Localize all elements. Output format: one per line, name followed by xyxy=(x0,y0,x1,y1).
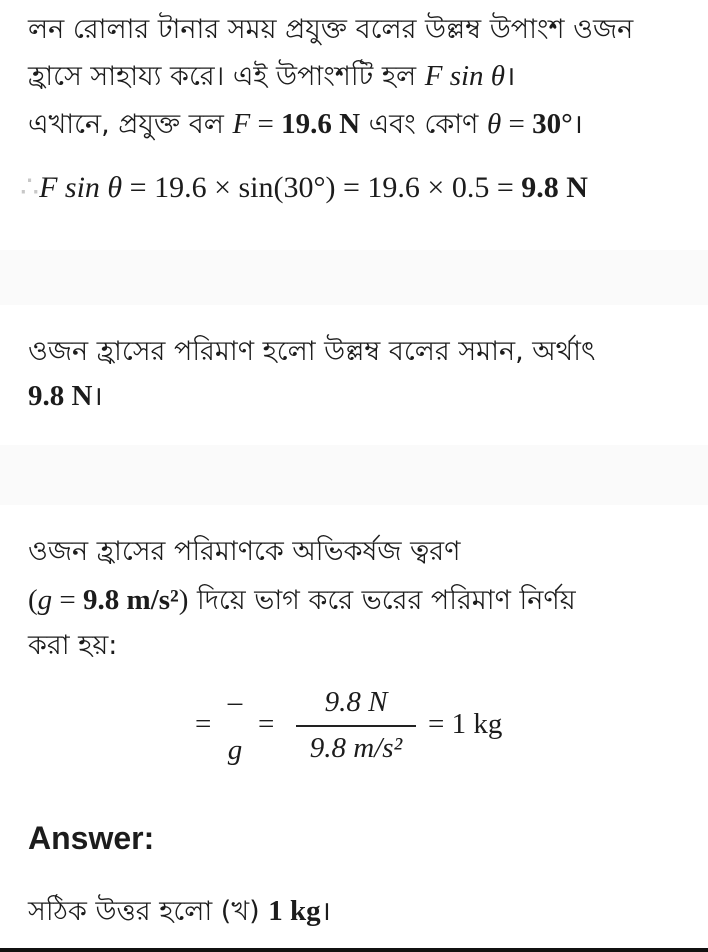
equation-rhs: = 19.6 × sin(30°) = 19.6 × 0.5 = xyxy=(122,171,522,204)
g-symbol: g xyxy=(37,584,53,616)
para3-line2 xyxy=(28,378,103,415)
bottom-rule xyxy=(0,948,708,952)
para2-line xyxy=(28,106,583,143)
fraction-bar xyxy=(296,725,416,727)
frac1-numerator: – xyxy=(227,686,243,718)
equation-lhs: F sin θ xyxy=(39,171,123,204)
gravity-value: 9.8 m/s² xyxy=(83,584,179,616)
open-paren: ( xyxy=(28,584,38,616)
equals-sign: = xyxy=(52,584,84,616)
equation2-mid-equals: = xyxy=(258,708,275,740)
close-paren: ) xyxy=(178,584,189,616)
equation2-result: = 1 kg xyxy=(428,708,503,740)
para1-text: হ্রাসে সাহায্য করে। এই উপাংশটি হল xyxy=(28,61,425,92)
frac2-denominator: 9.8 m/s² xyxy=(309,732,403,764)
ghost-band-1 xyxy=(0,250,708,305)
answer-text: সঠিক উত্তর হলো (খ) xyxy=(28,896,269,927)
para1-line1: লন রোলার টানার সময় প্রযুক্ত বলের উল্লম্ব উপাংশ ওজন xyxy=(28,14,634,45)
answer-line xyxy=(28,893,331,930)
para4-rest: দিয়ে ভাগ করে ভরের পরিমাণ নির্ণয় xyxy=(188,585,576,616)
para1-line2 xyxy=(28,58,515,95)
equation2-tail xyxy=(428,708,502,741)
para4-line1: ওজন হ্রাসের পরিমাণকে অভিকর্ষজ ত্বরণ xyxy=(28,536,461,567)
therefore-marker: ∴ xyxy=(20,171,40,204)
equation-force-component xyxy=(20,170,588,206)
weight-loss-value: 9.8 N xyxy=(28,380,93,412)
para3-line1: ওজন হ্রাসের পরিমাণ হলো উল্লম্ব বলের সমান, অর্থাৎ xyxy=(28,336,596,367)
answer-heading: Answer: xyxy=(28,820,155,856)
danda: । xyxy=(320,896,331,927)
danda: । xyxy=(505,61,516,92)
ghost-band-2 xyxy=(0,445,708,505)
force-value: 19.6 N xyxy=(281,108,361,140)
frac1-denominator: g xyxy=(227,734,243,766)
para2-lead: এখানে, প্রযুক্ত বল xyxy=(28,109,233,140)
angle-value: 30° xyxy=(532,108,573,140)
equals-sign-2: = xyxy=(501,108,533,140)
force-symbol: F xyxy=(232,108,251,140)
danda: । xyxy=(92,381,103,412)
component-expression: F sin θ xyxy=(424,60,506,92)
para4-line2 xyxy=(28,582,576,619)
danda: । xyxy=(572,109,583,140)
answer-value: 1 kg xyxy=(268,895,321,927)
equation-result: 9.8 N xyxy=(521,171,588,204)
equals-sign: = xyxy=(250,108,282,140)
frac2-numerator: 9.8 N xyxy=(324,686,388,718)
para4-line3: করা হয়: xyxy=(28,630,118,661)
equation2-lead-equals: = xyxy=(195,708,212,740)
para2-mid: এবং কোণ xyxy=(360,109,487,140)
angle-symbol: θ xyxy=(486,108,502,140)
